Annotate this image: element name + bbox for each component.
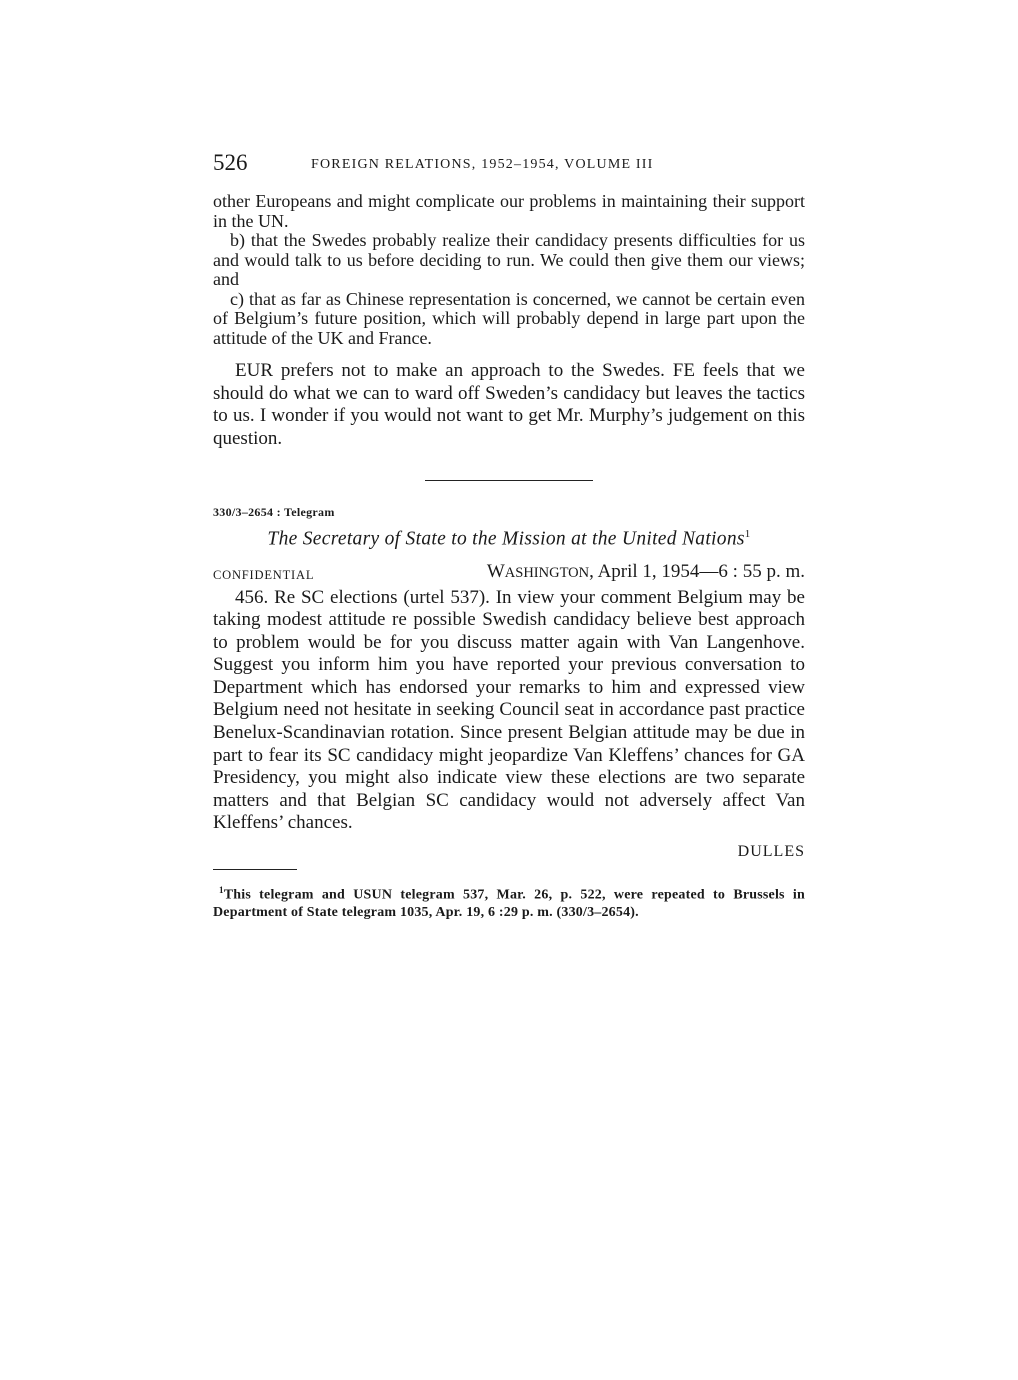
continuation-line: other Europeans and might complicate our problems in maintaining their support in the UN.: [213, 191, 805, 231]
running-head: FOREIGN RELATIONS, 1952–1954, VOLUME III: [311, 157, 654, 172]
page-number: 526: [213, 150, 248, 175]
continuation-item-b: b) that the Swedes probably realize their candidacy presents difficulties for us and would talk to us before deciding to run. We could then give them our views; and: [213, 230, 805, 289]
footnote-rule: [213, 869, 297, 870]
footnote-mark: 1: [219, 885, 224, 896]
file-reference: 330/3–2654 : Telegram: [213, 505, 335, 519]
place-and-date: WASHINGTON, April 1, 1954—6 : 55 p. m.: [486, 560, 805, 582]
page-header: [213, 150, 805, 180]
telegram-body: 456. Re SC elections (urtel 537). In view your comment Belgium may be taking modest attitude re possible Swedish candidacy believe best approach to problem would be for you discuss matter again with Van Langenhove. Suggest you inform him you have reported your previous conversation to Department which has endorsed your remarks to him and expressed view Belgium need not hesitate in seeking Council seat in accordance past practice Benelux-Scandinavian rotation. Since present Belgian attitude may be due in part to fear its SC candidacy might jeopardize Van Kleffens’ chances for GA Presidency, you might also indicate view these elections are two separate matters and that Belgian SC candidacy would not adversely affect Van Kleffens’ chances.: [213, 586, 805, 834]
section-divider: [425, 480, 593, 481]
continuation-item-c: c) that as far as Chinese representation is concerned, we cannot be certain even of Belgium’s future position, which will probably depend in large part upon the attitude of the UK and France.: [213, 288, 805, 348]
signature: DULLES: [737, 843, 805, 861]
document-title: The Secretary of State to the Mission at the United Nations$^1$: [267, 528, 751, 550]
dateline: [213, 561, 805, 585]
title-footnote-mark: 1: [744, 528, 751, 540]
continuation-block: [213, 192, 805, 348]
footnote: $^1$This telegram and USUN telegram 537, Mar. 26, p. 522, were repeated to Brussels in Department of State telegram 1035, Apr. 19, 6 :29 p. m. (330/3–2654).: [213, 885, 805, 920]
classification: CONFIDENTIAL: [213, 567, 315, 582]
document-page: [213, 150, 805, 921]
eur-paragraph: EUR prefers not to make an approach to the Swedes. FE feels that we should do what we can to ward off Sweden’s candidacy but leaves the tactics to us. I wonder if you would not want to get Mr. Murphy’s judgement on this question.: [213, 360, 805, 449]
